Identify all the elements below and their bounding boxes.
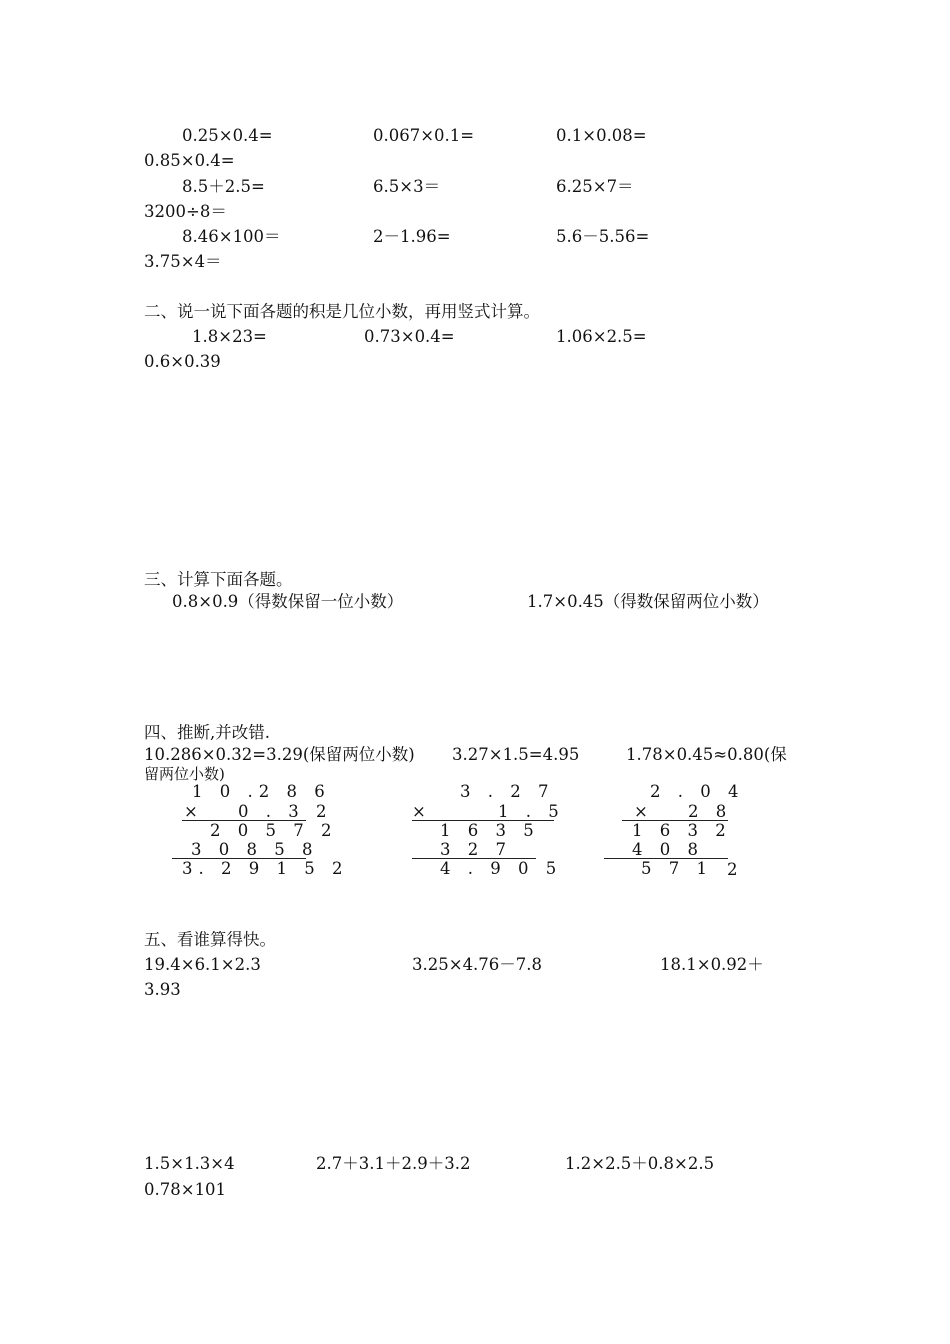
s2-item-4: 0.6×0.39 (144, 352, 221, 371)
expr-3-2: 2－1.96= (373, 227, 451, 246)
section-5-heading: 五、看谁算得快。 (144, 930, 276, 949)
s5-expr-7: 0.78×101 (144, 1180, 227, 1199)
section-2-heading: 二、说一说下面各题的积是几位小数，再用竖式计算。 (144, 302, 540, 321)
calc3-times-sign: × (634, 802, 648, 821)
calc1-times-sign: × (184, 802, 198, 821)
s3-item-2: 1.7×0.45（得数保留两位小数） (527, 592, 769, 611)
s5-expr-5: 2.7＋3.1＋2.9＋3.2 (316, 1154, 471, 1173)
s3-item-1: 0.8×0.9（得数保留一位小数） (172, 592, 404, 611)
s2-item-1: 1.8×23= (192, 327, 267, 346)
calc3-result-extra-digit: 2 (727, 860, 738, 879)
expr-1-2: 0.067×0.1= (373, 126, 475, 145)
calc3-multiplicand: 2 . 0 4 (650, 782, 745, 801)
calc1-result: 3. 2 9 1 5 2 (182, 859, 349, 878)
expr-2-4: 3200÷8＝ (144, 202, 227, 221)
s4-problem-1: 10.286×0.32=3.29(保留两位小数) (144, 745, 415, 764)
expr-3-1: 8.46×100＝ (182, 227, 281, 246)
s4-problem-3: 1.78×0.45≈0.80(保 (626, 745, 787, 764)
calc2-partial-2: 3 2 7 (440, 840, 512, 859)
calc2-multiplier: 1 . 5 (498, 802, 565, 821)
calc3-partial-2: 4 0 8 (632, 840, 704, 859)
s5-expr-1: 19.4×6.1×2.3 (144, 955, 261, 974)
s5-expr-3-cont: 3.93 (144, 980, 181, 999)
calc2-partial-1: 1 6 3 5 (440, 821, 540, 840)
expr-1-3: 0.1×0.08= (556, 126, 647, 145)
calc2-result: 4 . 9 0 5 (440, 859, 563, 878)
s5-expr-4: 1.5×1.3×4 (144, 1154, 235, 1173)
calc3-result: 5 7 1 (641, 859, 713, 878)
s4-problem-2: 3.27×1.5=4.95 (452, 745, 580, 764)
section-3-heading: 三、计算下面各题。 (144, 570, 293, 589)
s5-expr-3: 18.1×0.92＋ (660, 955, 764, 974)
calc1-multiplier: 0 . 3 2 (238, 802, 333, 821)
expr-3-3: 5.6－5.56= (556, 227, 650, 246)
expr-2-1: 8.5＋2.5= (182, 177, 265, 196)
s2-item-2: 0.73×0.4= (364, 327, 455, 346)
expr-1-1: 0.25×0.4= (182, 126, 273, 145)
section-4-heading: 四、推断,并改错. (144, 723, 270, 742)
s5-expr-6: 1.2×2.5＋0.8×2.5 (565, 1154, 715, 1173)
calc2-times-sign: × (412, 802, 426, 821)
expr-3-4: 3.75×4＝ (144, 252, 222, 271)
expr-1-4: 0.85×0.4= (144, 151, 235, 170)
s2-item-3: 1.06×2.5= (556, 327, 647, 346)
s4-problem-3-cont: 留两位小数) (144, 765, 225, 783)
calc1-partial-2: 3 0 8 5 8 (191, 840, 319, 859)
calc1-multiplicand: 1 0 .2 8 6 (192, 782, 331, 801)
calc3-partial-1: 1 6 3 2 (632, 821, 732, 840)
calc3-multiplier: 2 8 (688, 802, 733, 821)
expr-2-3: 6.25×7＝ (556, 177, 634, 196)
calc2-multiplicand: 3 . 2 7 (460, 782, 555, 801)
calc1-partial-1: 2 0 5 7 2 (210, 821, 338, 840)
s5-expr-2: 3.25×4.76－7.8 (412, 955, 543, 974)
expr-2-2: 6.5×3＝ (373, 177, 441, 196)
